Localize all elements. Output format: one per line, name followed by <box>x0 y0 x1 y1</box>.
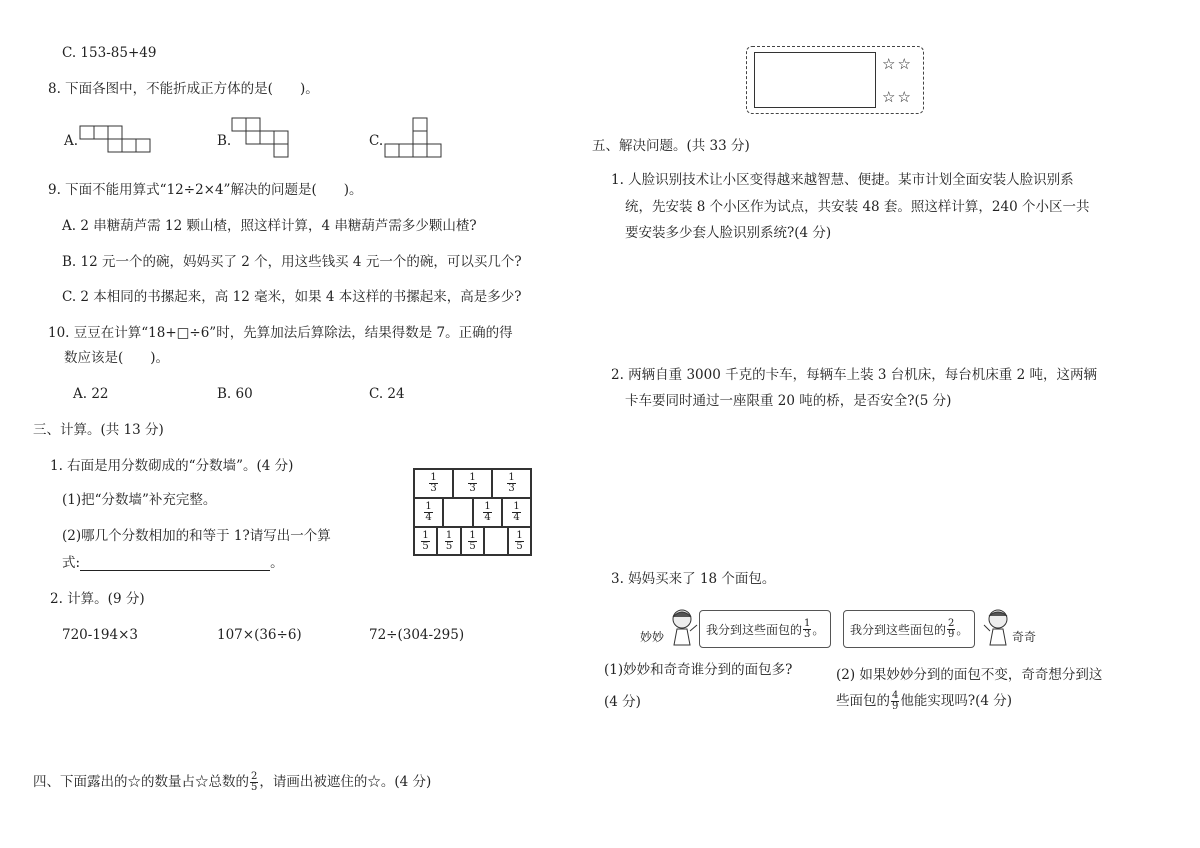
s5-p3-sub2-line1: (2) 如果妙妙分到的面包不变，奇奇想分到这 <box>836 667 1103 683</box>
visible-stars-row2: ☆☆ <box>882 88 913 106</box>
q8-option-c-label: C. <box>369 133 384 149</box>
wall-brick-quarter: $\frac{1}{4}$ <box>414 498 443 527</box>
q8-net-c <box>383 116 445 160</box>
sub2-text-before: 些面包的 <box>836 693 890 709</box>
s4-text-after: ，请画出被遮住的☆。(4 分) <box>259 774 432 790</box>
q9-stem: 9. 下面不能用算式“12÷2×4”解决的问题是( )。 <box>48 182 363 198</box>
s5-p3-sub2-line2 <box>836 691 1012 712</box>
s5-p3-sub1-line2: (4 分) <box>604 694 641 710</box>
section3-title: 三、计算。(共 13 分) <box>33 422 164 438</box>
s4-fraction: $\frac{2}{5}$ <box>251 771 258 793</box>
section4-title <box>33 772 431 793</box>
s3-problem1-part2: (2)哪几个分数相加的和等于 1?请写出一个算 <box>62 528 331 544</box>
q10-line1: 10. 豆豆在计算“18+□÷6”时，先算加法后算除法，结果得数是 7。正确的得 <box>48 325 513 341</box>
answer-period: 。 <box>270 555 284 571</box>
sub2-fraction: $\frac{4}{9}$ <box>892 690 899 712</box>
q10-line2: 数应该是( )。 <box>64 350 170 366</box>
q9-option-a: A. 2 串糖葫芦需 12 颗山楂，照这样计算，4 串糖葫芦需多少颗山楂? <box>62 218 477 234</box>
fraction-wall <box>413 468 532 556</box>
girl-figure-icon <box>668 607 700 647</box>
wall-brick-fifth: $\frac{1}{5}$ <box>508 527 531 555</box>
bubble2-fraction: $\frac{2}{9}$ <box>948 617 955 640</box>
bubble2-text: 我分到这些面包的 <box>850 622 947 637</box>
q10-option-a: A. 22 <box>73 386 109 402</box>
s5-p1-line1: 1. 人脸识别技术让小区变得越来越智慧、便捷。某市计划全面安装人脸识别系 <box>611 172 1074 188</box>
s3-problem1-part1: (1)把“分数墙”补充完整。 <box>62 492 217 508</box>
wall-brick-fifth: $\frac{1}{5}$ <box>414 527 437 555</box>
q7-option-c: C. 153-85+49 <box>62 45 157 61</box>
boy-figure-icon <box>982 607 1012 647</box>
calc-expr-3: 72÷(304-295) <box>369 627 465 643</box>
qiqi-speech-bubble <box>843 610 975 648</box>
wall-brick-third: $\frac{1}{3}$ <box>453 469 492 498</box>
s4-text-before: 四、下面露出的☆的数量占☆总数的 <box>33 774 249 790</box>
wall-brick-quarter: $\frac{1}{4}$ <box>473 498 502 527</box>
q8-option-b-label: B. <box>217 133 232 149</box>
s3-problem2: 2. 计算。(9 分) <box>50 591 145 607</box>
s5-p3-sub1-line1: (1)妙妙和奇奇谁分到的面包多? <box>604 662 793 678</box>
q9-option-b: B. 12 元一个的碗，妈妈买了 2 个，用这些钱买 4 元一个的碗，可以买几个? <box>62 254 522 270</box>
qiqi-label: 奇奇 <box>1012 630 1037 644</box>
bubble1-period: 。 <box>812 622 825 637</box>
bubble1-text: 我分到这些面包的 <box>706 622 803 637</box>
q8-option-a-label: A. <box>64 133 79 149</box>
visible-stars-row1: ☆☆ <box>882 55 913 73</box>
wall-brick-third: $\frac{1}{3}$ <box>492 469 531 498</box>
wall-brick-blank[interactable] <box>484 527 508 555</box>
s3-problem1-part2-line2 <box>62 555 284 571</box>
q9-option-c: C. 2 本相同的书摞起来，高 12 毫米，如果 4 本这样的书摞起来，高是多少? <box>62 289 522 305</box>
miaomiao-label: 妙妙 <box>640 630 665 644</box>
bubble2-period: 。 <box>956 622 969 637</box>
calc-expr-1: 720-194×3 <box>62 627 138 643</box>
miaomiao-speech-bubble <box>699 610 831 648</box>
s3-problem1: 1. 右面是用分数砌成的“分数墙”。(4 分) <box>50 458 294 474</box>
section5-title: 五、解决问题。(共 33 分) <box>592 138 750 154</box>
calc-expr-2: 107×(36÷6) <box>217 627 302 643</box>
wall-brick-blank[interactable] <box>443 498 473 527</box>
star-cover-box <box>746 46 924 114</box>
wall-brick-fifth: $\frac{1}{5}$ <box>437 527 461 555</box>
wall-brick-quarter: $\frac{1}{4}$ <box>502 498 531 527</box>
s5-p3-line1: 3. 妈妈买来了 18 个面包。 <box>611 571 776 587</box>
s5-p1-line2: 统，先安装 8 个小区作为试点，共安装 48 套。照这样计算，240 个小区一共 <box>625 199 1090 215</box>
q8-net-b <box>230 116 292 160</box>
answer-prefix: 式: <box>62 555 81 571</box>
s5-p2-line2: 卡车要同时通过一座限重 20 吨的桥，是否安全?(5 分) <box>625 393 952 409</box>
answer-blank[interactable] <box>80 558 270 571</box>
sub2-text-after: 他能实现吗?(4 分) <box>900 693 1013 709</box>
bubble1-fraction: $\frac{1}{3}$ <box>804 617 811 640</box>
q8-stem: 8. 下面各图中，不能折成正方体的是( )。 <box>48 81 319 97</box>
q10-option-b: B. 60 <box>217 386 253 402</box>
wall-brick-fifth: $\frac{1}{5}$ <box>461 527 484 555</box>
s5-p2-line1: 2. 两辆自重 3000 千克的卡车，每辆车上装 3 台机床，每台机床重 2 吨，这两辆 <box>611 367 1097 383</box>
q8-net-a <box>78 124 154 154</box>
wall-brick-third: $\frac{1}{3}$ <box>414 469 453 498</box>
q10-option-c: C. 24 <box>369 386 405 402</box>
cover-rectangle[interactable] <box>754 52 876 108</box>
s5-p1-line3: 要安装多少套人脸识别系统?(4 分) <box>625 225 832 241</box>
